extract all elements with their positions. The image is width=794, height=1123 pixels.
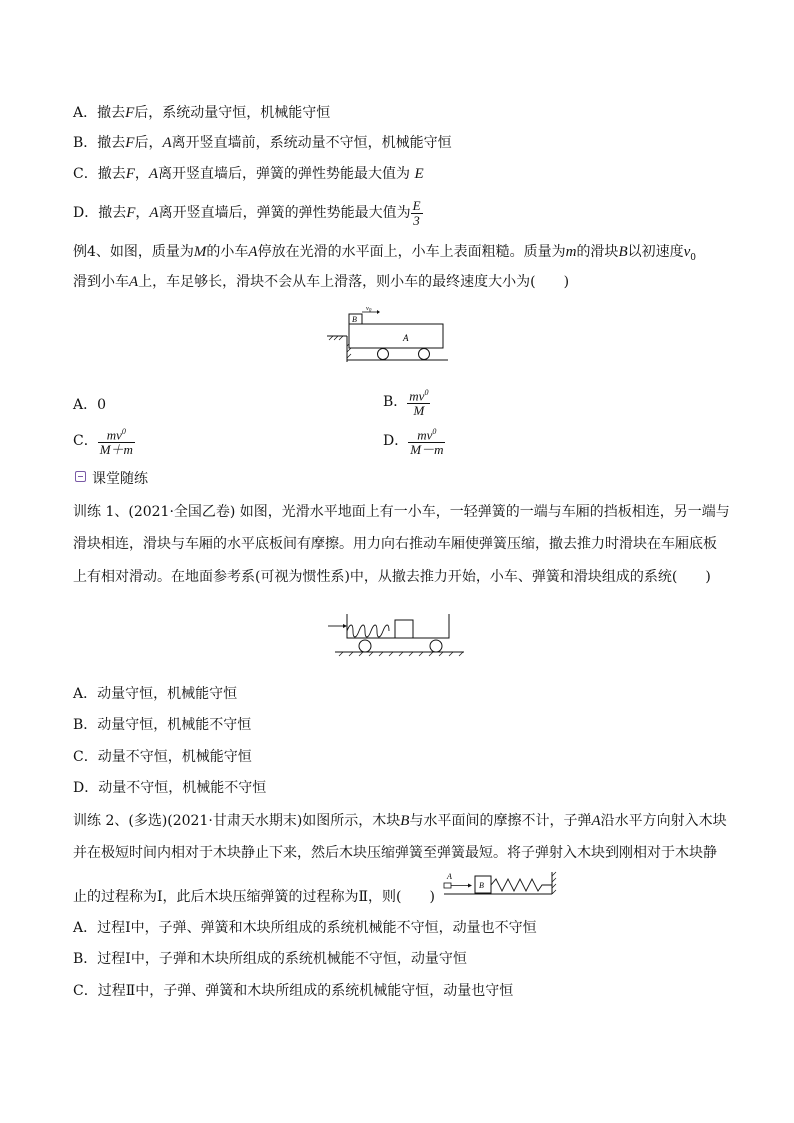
train1-line1: 训练 1、(2021·全国乙卷) 如图，光滑水平地面上有一小车，一轻弹簧的一端与车厢的挡板相连，另一端与 xyxy=(73,504,730,520)
train1-option-b: B．动量守恒，机械能不守恒 xyxy=(73,717,252,733)
example4-option-a: A．0 xyxy=(73,397,107,413)
train1-option-d: D．动量不守恒，机械能不守恒 xyxy=(73,780,267,796)
train1-option-c: C．动量不守恒，机械能守恒 xyxy=(73,749,252,765)
option-d-prev: D．撤去F，A离开竖直墙后，弹簧的弹性势能最大值为 $\frac{E}{3}$ xyxy=(73,197,421,228)
example4-line2: 滑到小车A上，车足够长，滑块不会从车上滑落，则小车的最终速度大小为( ) xyxy=(73,274,570,290)
train2-option-b: B．过程Ⅰ中，子弹和木块所组成的系统机械能不守恒，动量守恒 xyxy=(73,951,467,967)
example4-option-b: B． $\frac{mv^0}{M}$ xyxy=(383,387,429,419)
spring xyxy=(347,625,389,637)
example4-line1: 例4、如图，质量为M的小车A停放在光滑的水平面上，小车上表面粗糙。质量为m的滑块B以初速度$v_0$ xyxy=(73,244,697,263)
svg-text:A: A xyxy=(447,872,452,881)
train2-line1: 训练 2、(多选)(2021·甘肃天水期末)如图所示，木块B与水平面间的摩擦不计，子弹A沿水平方向射入木块 xyxy=(73,813,727,829)
train1-line2: 滑块相连，滑块与车厢的水平底板间有摩擦。用力向右推动车厢使弹簧压缩，撤去推力时滑块在车厢底板 xyxy=(73,536,717,552)
example4-option-d: D． $\frac{mv^0}{M-m}$ xyxy=(383,426,444,458)
spring-cart-figure xyxy=(325,612,467,658)
example4-option-c: C． $\frac{mv^0}{M+m}$ xyxy=(73,426,133,458)
slider-block xyxy=(395,620,413,638)
train2-line2: 并在极短时间内相对于木块静止下来，然后木块压缩弹簧至弹簧最短。将子弹射入木块到刚相对于木块静 xyxy=(73,845,717,861)
bullet-block-spring-figure xyxy=(442,870,560,900)
train2-line3: 止的过程称为Ⅰ，此后木块压缩弹簧的过程称为Ⅱ，则( ) xyxy=(73,889,435,905)
option-b-prev: B．撤去F后，A离开竖直墙前，系统动量不守恒，机械能守恒 xyxy=(73,135,452,151)
fraction-e-over-3: $\frac{E}{3}$ xyxy=(412,197,421,228)
section-title: 课堂随练 xyxy=(75,470,148,488)
cart-block-figure xyxy=(325,306,450,364)
svg-text:B: B xyxy=(479,881,484,890)
spring xyxy=(491,879,552,891)
bullet-a xyxy=(444,883,451,888)
option-a-prev: A．撤去F后，系统动量守恒，机械能守恒 xyxy=(73,105,331,121)
train1-line3: 上有相对滑动。在地面参考系(可视为惯性系)中，从撤去推力开始，小车、弹簧和滑块组成的系统( ) xyxy=(73,569,711,585)
train1-option-a: A．动量守恒，机械能守恒 xyxy=(73,686,238,702)
svg-text:A: A xyxy=(403,333,409,343)
cart-a xyxy=(349,324,443,348)
svg-text:v0: $v_0$ xyxy=(366,306,372,314)
note-icon xyxy=(75,471,86,482)
train2-option-c: C．过程Ⅱ中，子弹、弹簧和木块所组成的系统机械能守恒，动量也守恒 xyxy=(73,983,514,999)
train2-option-a: A．过程Ⅰ中，子弹、弹簧和木块所组成的系统机械能不守恒，动量也不守恒 xyxy=(73,920,537,936)
svg-text:B: B xyxy=(352,315,357,324)
option-c-prev: C．撤去F，A离开竖直墙后，弹簧的弹性势能最大值为 E xyxy=(73,166,424,182)
